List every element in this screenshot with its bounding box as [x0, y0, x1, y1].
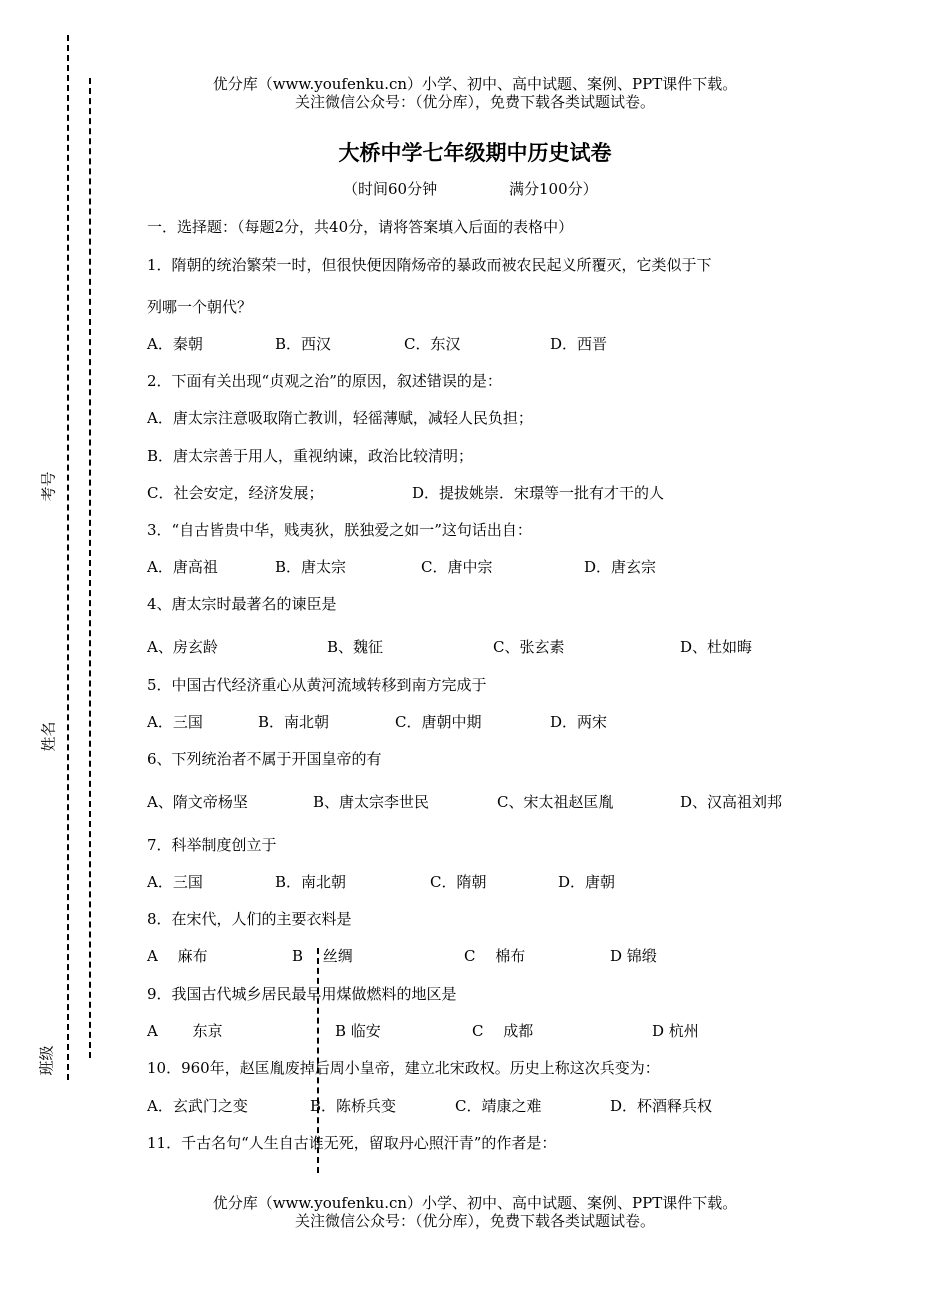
option-c: C．唐朝中期	[395, 713, 482, 731]
page-title: 大桥中学七年级期中历史试卷	[338, 141, 612, 165]
option-a: A．秦朝	[147, 335, 203, 353]
option-b: B 丝绸	[292, 947, 353, 965]
option-a: A、隋文帝杨坚	[147, 793, 248, 811]
option-a: A．三国	[147, 873, 203, 891]
option-d: D．唐朝	[558, 873, 616, 891]
question-stem: 10．960年，赵匡胤废掉后周小皇帝，建立北宋政权。历史上称这次兵变为：	[147, 1059, 660, 1077]
option-d: D、汉高祖刘邦	[680, 793, 783, 811]
option-a: A、房玄龄	[147, 638, 218, 656]
question-stem: 1．隋朝的统治繁荣一时，但很快便因隋炀帝的暴政而被农民起义所覆灭，它类似于下	[147, 256, 712, 274]
option-a: A．三国	[147, 713, 203, 731]
option-c: C．东汉	[404, 335, 461, 353]
option-d: D 锦缎	[610, 947, 657, 965]
option-c: C、宋太祖赵匡胤	[497, 793, 614, 811]
footer-line-2: 关注微信公众号：（优分库），免费下载各类试题试卷。	[294, 1212, 655, 1230]
option-a: A．玄武门之变	[147, 1097, 248, 1115]
option-b: B．南北朝	[275, 873, 347, 891]
header-line-1: 优分库（www.youfenku.cn）小学、初中、高中试题、案例、PPT课件下载。	[212, 75, 738, 93]
question-stem: 4、唐太宗时最著名的谏臣是	[147, 595, 337, 613]
option-b: B．南北朝	[258, 713, 330, 731]
question-stem: 7．科举制度创立于	[147, 836, 277, 854]
option-c: C 棉布	[464, 947, 526, 965]
side-label-class: 班级	[37, 1045, 56, 1076]
option-c: C 成都	[472, 1022, 534, 1040]
option-c: C、张玄素	[493, 638, 565, 656]
option-b: B．陈桥兵变	[310, 1097, 397, 1115]
option-a: A．唐太宗注意吸取隋亡教训，轻徭薄赋，减轻人民负担；	[147, 409, 533, 427]
question-stem-continued: 列哪一个朝代？	[147, 298, 253, 316]
option-b: B、魏征	[327, 638, 384, 656]
option-d: D 杭州	[652, 1022, 699, 1040]
option-d: D．提拔姚崇．宋璟等一批有才干的人	[412, 484, 665, 502]
binding-line-inner	[89, 78, 91, 1058]
side-label-name: 姓名	[39, 721, 58, 752]
question-stem: 5．中国古代经济重心从黄河流域转移到南方完成于	[147, 676, 487, 694]
option-c: C．唐中宗	[421, 558, 493, 576]
question-stem: 9．我国古代城乡居民最早用煤做燃料的地区是	[147, 985, 457, 1003]
option-b: B．唐太宗	[275, 558, 347, 576]
option-d: D．两宋	[550, 713, 608, 731]
option-b: B．西汉	[275, 335, 332, 353]
option-a: A．唐高祖	[147, 558, 218, 576]
option-a: A 东京	[147, 1022, 223, 1040]
time-info: （时间60分钟	[343, 180, 438, 198]
option-c: C．社会安定，经济发展；	[147, 484, 324, 502]
section-heading: 一．选择题：（每题2分，共40分，请将答案填入后面的表格中）	[147, 218, 574, 236]
question-stem: 2．下面有关出现“贞观之治”的原因，叙述错误的是：	[147, 372, 502, 390]
question-stem: 3．“自古皆贵中华，贱夷狄，朕独爱之如一”这句话出自：	[147, 521, 532, 539]
question-stem: 11．千古名句“人生自古谁无死，留取丹心照汗青”的作者是：	[147, 1134, 557, 1152]
option-c: C．隋朝	[430, 873, 487, 891]
score-info: 满分100分）	[509, 180, 598, 198]
option-b: B．唐太宗善于用人，重视纳谏，政治比较清明；	[147, 447, 474, 465]
option-c: C．靖康之难	[455, 1097, 542, 1115]
option-d: D、杜如晦	[680, 638, 753, 656]
option-d: D．杯酒释兵权	[610, 1097, 713, 1115]
option-b: B、唐太宗李世民	[313, 793, 430, 811]
header-line-2: 关注微信公众号：（优分库），免费下载各类试题试卷。	[294, 93, 655, 111]
side-label-exam-number: 考号	[39, 471, 58, 502]
option-d: D．唐玄宗	[584, 558, 657, 576]
question-stem: 8．在宋代，人们的主要衣料是	[147, 910, 352, 928]
binding-line-outer	[67, 35, 69, 1080]
question-stem: 6、下列统治者不属于开国皇帝的有	[147, 750, 382, 768]
option-d: D．西晋	[550, 335, 608, 353]
footer-line-1: 优分库（www.youfenku.cn）小学、初中、高中试题、案例、PPT课件下载。	[212, 1194, 738, 1212]
option-a: A 麻布	[147, 947, 208, 965]
option-b: B 临安	[335, 1022, 381, 1040]
